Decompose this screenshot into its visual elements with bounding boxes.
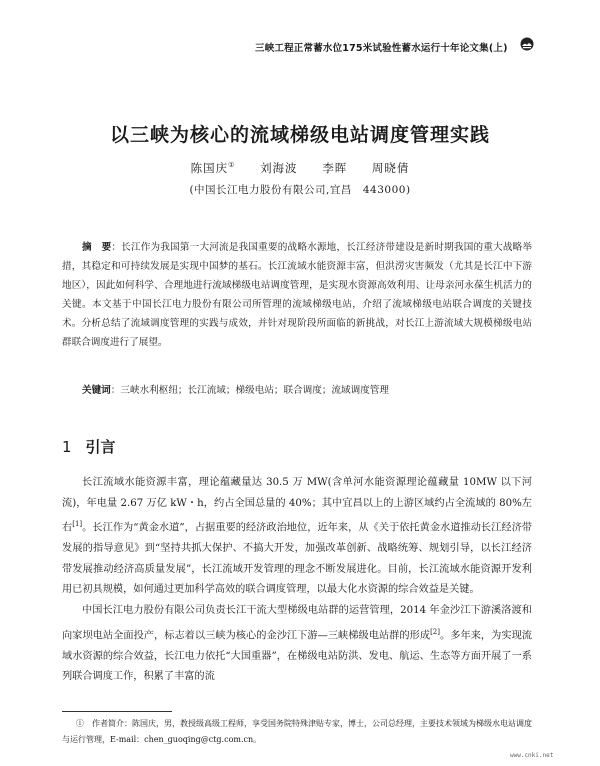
citation: [2]	[430, 627, 440, 636]
footnote-divider	[62, 711, 172, 712]
author-name: 刘海波	[260, 161, 298, 175]
keywords-text: ：三峡水利枢纽；长江流域；梯级电站；联合调度；流域调度管理	[110, 385, 389, 396]
running-header: 三峡工程正常蓄水位175米试验性蓄水运行十年论文集(上)	[255, 43, 508, 54]
affiliation: (中国长江电力股份有限公司,宜昌 443000)	[189, 184, 411, 196]
abstract-text: ：长江作为我国第一大河流是我国重要的战略水源地，长江经济带建设是新时期我国的重大战略举措，其稳定和可持续发展是实现中国梦的基石。长江流域水能资源丰富，但洪涝灾害频发（尤其是长江中下游地区），因此如何科学、合理地进行流域梯级电站调度管理，是实现水资源高效利用、让母亲河永葆生机活力的关键。本文基于中国长江电力股份有限公司所管理的流域梯级电站，介绍了流域梯级电站联合调度的关键技术。分析总结了流域调度管理的实践与成效，并针对现阶段所面临的新挑战，对长江上游流域大规模梯级电站群联合调度进行了展望。	[62, 242, 533, 348]
three-gorges-logo-icon	[520, 37, 534, 51]
keywords	[82, 381, 532, 400]
abstract-label: 摘 要	[82, 242, 112, 253]
author-name: 陈国庆①	[190, 161, 236, 175]
body-paragraph: 中国长江电力股份有限公司负责长江干流大型梯级电站群的运营管理，2014 年金沙江下游溪洛渡和向家坝电站全面投产，标志着以三峡为核心的金沙江下游—三峡梯级电站群的形成[2]。多年来，为实现流域水资源的综合效益，长江电力依托“大国重器”，在梯级电站防洪、发电、航运、生态等方面开展了一系列联合调度工作，积累了丰富的流	[62, 604, 532, 683]
section-number: 1	[62, 438, 72, 456]
body-paragraph: 长江流域水能资源丰富，理论蕴藏量达 30.5 万 MW(含单河水能资源理论蕴藏量 10MW 以下河流)，年电量 2.67 万亿 kW・h，约占全国总量的 40%；其中宜昌以上的上游区域约占全流域的 80%左右[1]。长江作为“黄金水道”，占据重要的经济政治地位，近年来，从《关于依托黄金水道推动长江经济带发展的指导意见》到“坚持共抓大保护、不搞大开发，加强改革创新、战略统筹、规划引导，以长江经济带发展推动经济高质量发展”，长江流域开发管理的理念不断发展进化。目前，长江流域水能资源开发利用已初具规模，如何通过更加科学高效的联合调度管理，以最大化水资源的综合效益是关键。	[62, 477, 532, 596]
footnote	[62, 716, 532, 748]
footnote-text: 作者简介：陈国庆，男，教授级高级工程师，享受国务院特殊津贴专家，博士，公司总经理，主要技术领域为梯级水电站调度与运行管理，E-mail：chen_guoqing@ctg.com.cn。	[62, 719, 532, 744]
author-list	[0, 160, 600, 176]
footnote-mark: ①	[76, 719, 84, 728]
author-name: 李晖	[322, 161, 348, 175]
section-title: 引言	[85, 438, 116, 456]
body-text	[62, 473, 532, 688]
citation: [1]	[72, 520, 83, 529]
keywords-label: 关键词	[82, 385, 111, 396]
author-name: 周晓倩	[371, 161, 410, 175]
watermark: www.cnki.net	[510, 752, 554, 759]
section-heading	[62, 436, 116, 457]
paper-title: 以三峡为核心的流域梯级电站调度管理实践	[109, 124, 490, 146]
abstract	[62, 238, 532, 352]
